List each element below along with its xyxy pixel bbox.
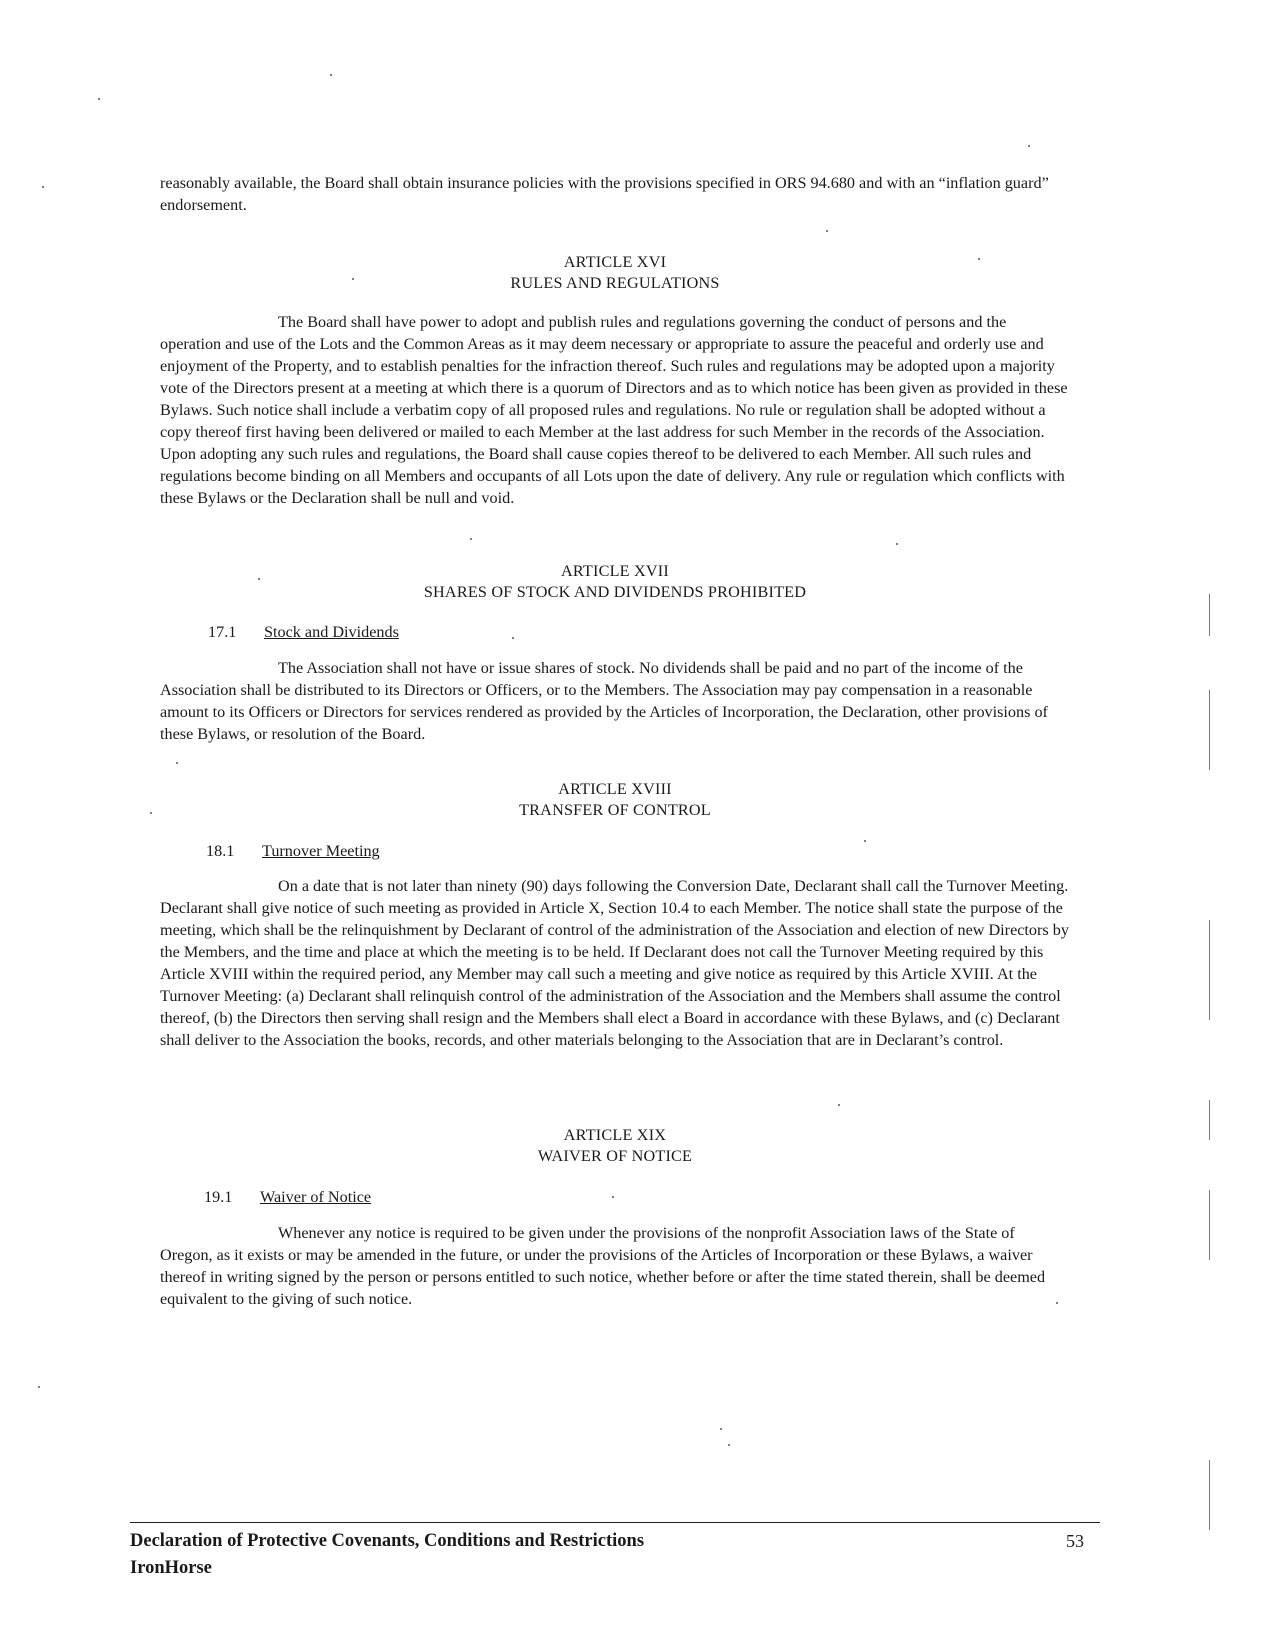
article-title: RULES AND REGULATIONS (510, 274, 720, 292)
scan-edge-mark (1209, 1100, 1210, 1140)
section-18-1-paragraph: On a date that is not later than ninety (90) days following the Conversion Date, Declarant shall call the Turnover Meeting. Declarant shall give notice of such meeting as provided in Article X, Section 10.4 to each Member. The notice shall state the purpose of the meeting, which shall be the relinquishment by Declarant of control of the administration of the Association and election of new Directors by the Members, and the time and place at which the meeting is to be held. If Declarant does not call the Turnover Meeting required by this Article XVIII within the required period, any Member may call such a meeting and give notice as required by this Article XVIII. At the Turnover Meeting: (a) Declarant shall relinquish control of the administration of the Association and the Members shall assume the control thereof, (b) the Directors then serving shall resign and the Members shall elect a Board in accordance with these Bylaws, and (c) Declarant shall deliver to the Association the books, records, and other materials belonging to the Association that are in Declarant’s control. (160, 877, 1069, 1049)
article-xix-heading (160, 1125, 1070, 1167)
scan-speck (512, 637, 514, 639)
article-xvi-heading (160, 252, 1070, 294)
section-title: Stock and Dividends (264, 623, 399, 641)
scan-edge-mark (1209, 1190, 1210, 1260)
section-18-1-heading (206, 840, 380, 862)
section-title: Turnover Meeting (262, 842, 380, 860)
article-title: WAIVER OF NOTICE (537, 1147, 693, 1165)
scan-speck (864, 840, 866, 842)
article-number: ARTICLE XVIII (558, 780, 672, 798)
scan-speck (612, 1196, 614, 1198)
scan-speck (728, 1444, 730, 1446)
article-number: ARTICLE XVI (563, 253, 667, 271)
article-number: ARTICLE XVII (561, 562, 669, 580)
scan-speck (826, 230, 828, 232)
scan-speck (98, 98, 100, 100)
scan-edge-mark (1209, 1460, 1210, 1530)
scan-speck (150, 812, 152, 814)
scan-speck (720, 1428, 722, 1430)
scan-speck (176, 762, 178, 764)
article-title: TRANSFER OF CONTROL (519, 801, 711, 819)
article-xvi-paragraph: The Board shall have power to adopt and publish rules and regulations governing the conduct of persons and the operation and use of the Lots and the Common Areas as it may deem necessary or appropriate to assure the peaceful and orderly use and enjoyment of the Property, and to establish penalties for the infraction thereof. Such rules and regulations may be adopted upon a majority vote of the Directors present at a meeting at which there is a quorum of Directors and as to which notice has been given as provided in these Bylaws. Such notice shall include a verbatim copy of all proposed rules and regulations. No rule or regulation shall be adopted without a copy thereof first having been delivered or mailed to each Member at the last address for such Member in the records of the Association. Upon adopting any such rules and regulations, the Board shall cause copies thereof to be delivered to each Member. All such rules and regulations become binding on all Members and occupants of all Lots upon the date of delivery. Any rule or regulation which conflicts with these Bylaws or the Declaration shall be null and void. (160, 313, 1068, 507)
scan-speck (38, 1386, 40, 1388)
section-number: 18.1 (206, 842, 235, 860)
footer-line-2: IronHorse (130, 1558, 212, 1578)
intro-paragraph: reasonably available, the Board shall obtain insurance policies with the provisions specified in ORS 94.680 and with an “inflation guard” endorsement. (160, 174, 1049, 214)
section-19-1-heading (204, 1186, 371, 1208)
section-title: Waiver of Notice (260, 1188, 372, 1206)
page-number: 53 (1066, 1531, 1084, 1551)
scan-edge-mark (1209, 920, 1210, 1020)
section-17-1-heading (208, 621, 399, 643)
scan-speck (330, 74, 332, 76)
scan-speck (896, 543, 898, 545)
article-xvii-heading (160, 561, 1070, 603)
article-title: SHARES OF STOCK AND DIVIDENDS PROHIBITED (423, 583, 807, 601)
article-number: ARTICLE XIX (563, 1126, 667, 1144)
scan-edge-mark (1209, 594, 1210, 636)
section-number: 19.1 (204, 1188, 233, 1206)
scan-speck (42, 186, 44, 188)
scan-speck (470, 538, 472, 540)
section-17-1-paragraph: The Association shall not have or issue shares of stock. No dividends shall be paid and no part of the income of the Association shall be distributed to its Directors or Officers, or to the Members. The Association may pay compensation in a reasonable amount to its Officers or Directors for services rendered as provided by the Articles of Incorporation, the Declaration, other provisions of these Bylaws, or resolution of the Board. (160, 659, 1048, 743)
section-number: 17.1 (208, 623, 237, 641)
section-19-1-paragraph: Whenever any notice is required to be given under the provisions of the nonprofit Association laws of the State of Oregon, as it exists or may be amended in the future, or under the provisions of the Articles of Incorporation or these Bylaws, a waiver thereof in writing signed by the person or persons entitled to such notice, whether before or after the time stated therein, shall be deemed equivalent to the giving of such notice. (160, 1224, 1046, 1308)
scan-speck (1028, 145, 1030, 147)
scan-edge-mark (1209, 690, 1210, 770)
footer-rule (130, 1522, 1100, 1523)
footer-title (130, 1528, 644, 1582)
footer-line-1: Declaration of Protective Covenants, Conditions and Restrictions (130, 1531, 645, 1551)
scan-speck (838, 1104, 840, 1106)
article-xviii-heading (160, 779, 1070, 821)
